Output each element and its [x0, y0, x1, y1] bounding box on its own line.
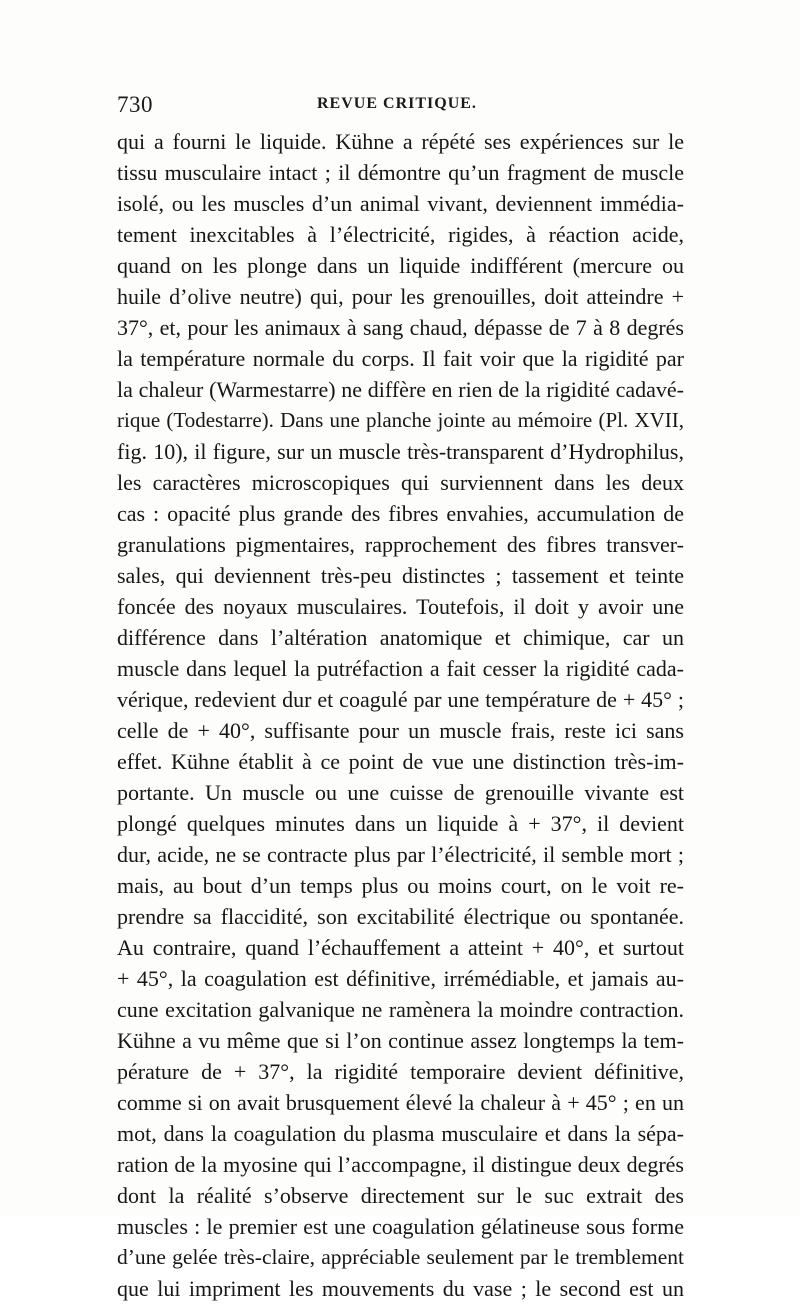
- text-line: quand on les plonge dans un liquide indifférent (mercure ou: [117, 253, 684, 278]
- text-line: pérature de + 37°, la rigidité temporaire devient définitive,: [117, 1059, 684, 1084]
- text-line: portante. Un muscle ou une cuisse de grenouille vivante est: [117, 780, 684, 805]
- page-header: [117, 92, 687, 124]
- text-line: la température normale du corps. Il fait voir que la rigidité par: [117, 346, 684, 371]
- text-line: ration de la myosine qui l’accompagne, il distingue deux degrés: [117, 1152, 684, 1177]
- text-line: d’une gelée très-claire, appréciable seulement par le tremblement: [117, 1245, 684, 1269]
- text-line: granulations pigmentaires, rapprochement des fibres transver-: [117, 532, 684, 557]
- page-number: 730: [117, 92, 153, 117]
- text-line: mot, dans la coagulation du plasma musculaire et dans la sépa-: [117, 1121, 684, 1146]
- text-line: celle de + 40°, suffisante pour un muscle frais, reste ici sans: [117, 718, 684, 743]
- text-line: sales, qui deviennent très-peu distinctes ; tassement et teinte: [117, 563, 684, 588]
- text-line: qui a fourni le liquide. Kühne a répété ses expériences sur le: [117, 129, 684, 154]
- text-line: muscles : le premier est une coagulation gélatineuse sous forme: [117, 1214, 684, 1239]
- text-line: 37°, et, pour les animaux à sang chaud, dépasse de 7 à 8 degrés: [117, 315, 684, 340]
- text-line: vérique, redevient dur et coagulé par une température de + 45° ;: [117, 687, 684, 712]
- text-line: plongé quelques minutes dans un liquide à + 37°, il devient: [117, 811, 684, 836]
- text-line: dont la réalité s’observe directement sur le suc extrait des: [117, 1183, 684, 1208]
- text-line: + 45°, la coagulation est définitive, irrémédiable, et jamais au-: [117, 966, 684, 991]
- text-line: tissu musculaire intact ; il démontre qu’un fragment de muscle: [117, 160, 684, 185]
- text-line: la chaleur (Warmestarre) ne diffère en rien de la rigidité cadavé-: [117, 377, 684, 402]
- text-line: les caractères microscopiques qui surviennent dans les deux: [117, 470, 684, 495]
- text-line: Kühne a vu même que si l’on continue assez longtemps la tem-: [117, 1028, 684, 1053]
- text-line: que lui impriment les mouvements du vase ; le second est un: [117, 1276, 684, 1301]
- text-line: isolé, ou les muscles d’un animal vivant, deviennent immédia-: [117, 191, 684, 216]
- text-line: huile d’olive neutre) qui, pour les grenouilles, doit atteindre +: [117, 284, 684, 309]
- text-line: tement inexcitables à l’électricité, rigides, à réaction acide,: [117, 222, 684, 247]
- text-line: muscle dans lequel la putréfaction a fait cesser la rigidité cada-: [117, 656, 684, 681]
- text-line: cune excitation galvanique ne ramènera la moindre contraction.: [117, 997, 684, 1022]
- text-line: mais, au bout d’un temps plus ou moins court, on le voit re-: [117, 873, 684, 898]
- running-head: REVUE CRITIQUE.: [317, 95, 477, 112]
- text-line: différence dans l’altération anatomique et chimique, car un: [117, 625, 684, 650]
- text-line: foncée des noyaux musculaires. Toutefois, il doit y avoir une: [117, 594, 684, 619]
- body-text: [117, 126, 684, 1304]
- text-line: prendre sa flaccidité, son excitabilité électrique ou spontanée.: [117, 904, 684, 929]
- text-line: fig. 10), il figure, sur un muscle très-transparent d’Hydrophilus,: [117, 439, 684, 464]
- text-line: dur, acide, ne se contracte plus par l’électricité, il semble mort ;: [117, 842, 684, 867]
- text-line: effet. Kühne établit à ce point de vue une distinction très-im-: [117, 749, 684, 774]
- text-line: rique (Todestarre). Dans une planche jointe au mémoire (Pl. XVII,: [117, 408, 684, 432]
- text-line: comme si on avait brusquement élevé la chaleur à + 45° ; en un: [117, 1090, 684, 1115]
- text-line: cas : opacité plus grande des fibres envahies, accumulation de: [117, 501, 684, 526]
- text-line: Au contraire, quand l’échauffement a atteint + 40°, et surtout: [117, 935, 684, 960]
